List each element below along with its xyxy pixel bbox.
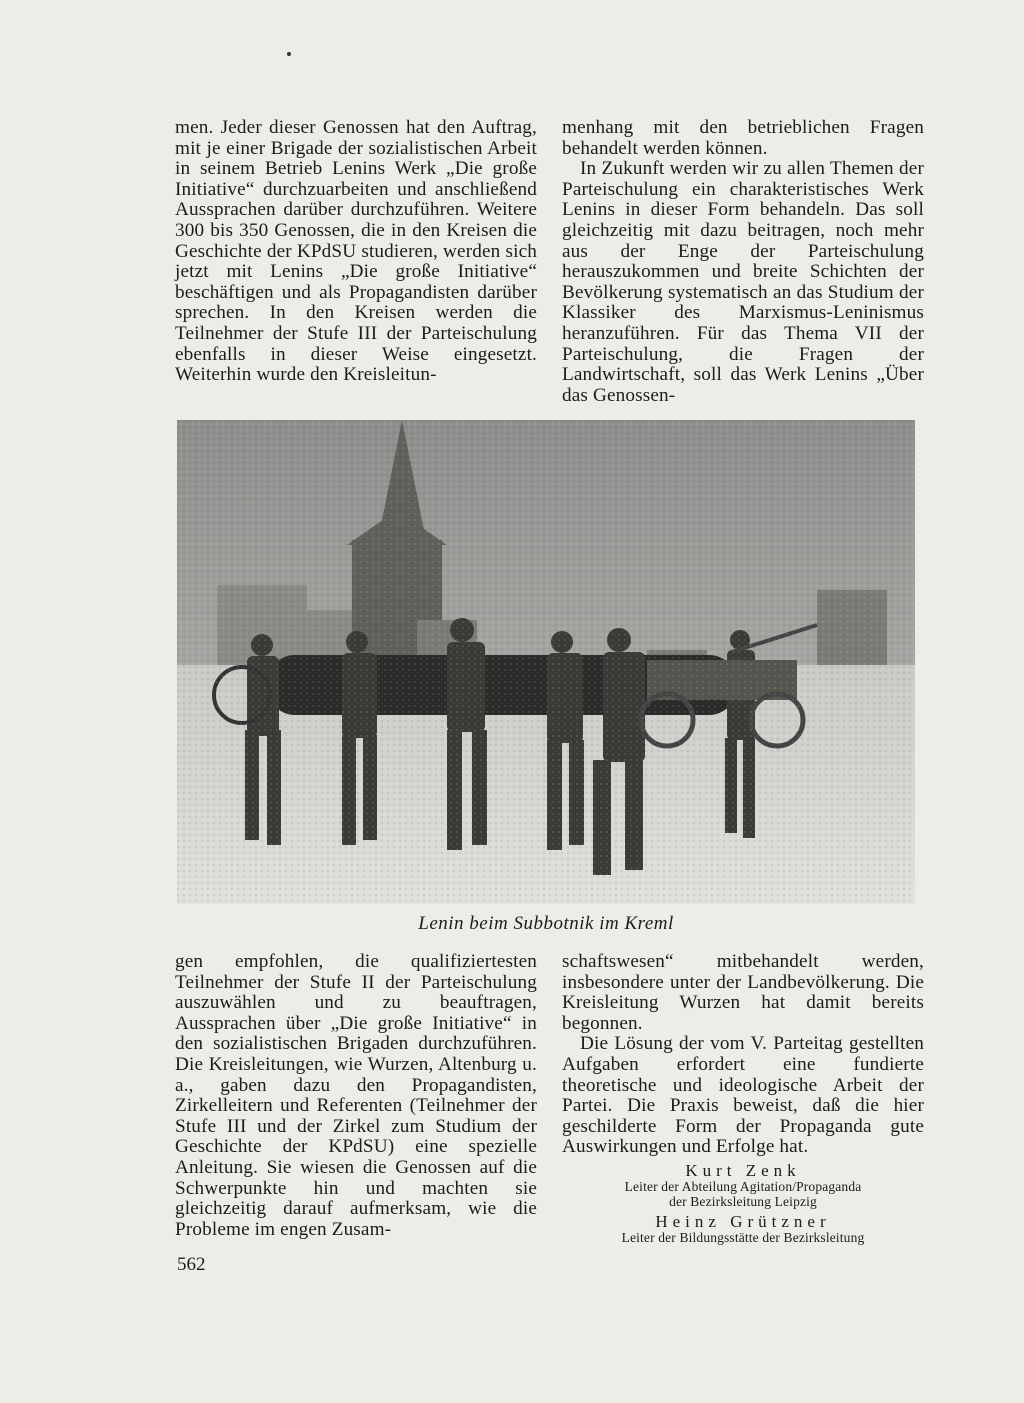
author-role: Leiter der Abteilung Agitation/Propaganda xyxy=(624,1178,862,1194)
paragraph: gen empfohlen, die qualifiziertesten Teilnehmer der Stufe II der Parteischulung auszuwählen und zu beauftragen, Aussprachen über „Die große Initiative“ in den sozialistischen Brigaden durchzuführen. Die Kreisleitungen, wie Wurzen, Altenburg u. a., gaben dazu den Propagandisten, Zirkelleitern und Referenten (Teilnehmer der Stufe III und der Zirkel zum Studium der Geschichte der KPdSU) eine spezielle Anleitung. Sie wiesen die Genossen auf die Schwerpunkte hin und machten sie gleichzeitig darauf aufmerksam, wie die Probleme im engen Zusam- xyxy=(175,951,537,1240)
paragraph: schaftswesen“ mitbehandelt werden, insbesondere unter der Landbevölkerung. Die Kreisleitung Wurzen hat damit bereits begonnen. xyxy=(562,951,924,1034)
author-role: Leiter der Bildungsstätte der Bezirksleitung xyxy=(621,1229,865,1245)
paragraph: In Zukunft werden wir zu allen Themen der Parteischulung ein charakteristisches Werk Lenins in dieser Form behandeln. Das soll gleichzeitig mit dazu beitragen, noch mehr aus der Enge der Parteischulung herauszukommen und breite Schichten der Bevölkerung systematisch an das Studium der Klassiker des Marxismus-Leninismus heranzuführen. Für das Thema VII der Parteischulung, die Fragen der Landwirtschaft, soll das Werk Lenins „Über das Genossen- xyxy=(562,158,924,406)
paragraph: men. Jeder dieser Genossen hat den Auftrag, mit je einer Brigade der sozialistischen Arbeit in seinem Betrieb Lenins Werk „Die große Initiative“ durchzuarbeiten und anschließend Aussprachen darüber durchzuführen. Weitere 300 bis 350 Genossen, die in den Kreisen die Geschichte der KPdSU studieren, werden sich jetzt mit Lenins „Die große Initiative“ beschäftigen und als Propagandisten darüber sprechen. In den Kreisen werden die Teilnehmer der Stufe III der Parteischulung ebenfalls in dieser Weise eingesetzt. Weiterhin wurde den Kreisleitun- xyxy=(175,117,537,386)
author-name: Kurt Zenk xyxy=(685,1160,801,1180)
column-top-right xyxy=(562,118,924,406)
print-speck xyxy=(287,52,291,56)
column-top-left xyxy=(175,118,537,386)
paragraph: menhang mit den betrieblichen Fragen behandelt werden können. xyxy=(562,117,924,159)
signature-block xyxy=(562,1162,924,1245)
column-bottom-right xyxy=(562,952,924,1245)
photo-caption: Lenin beim Subbotnik im Kreml xyxy=(418,913,674,934)
historical-photo xyxy=(177,420,915,904)
column-bottom-left xyxy=(175,952,537,1240)
page-number: 562 xyxy=(177,1254,206,1275)
paragraph: Die Lösung der vom V. Parteitag gestellten Aufgaben erfordert eine fundierte theoretische und ideologische Arbeit der Partei. Die Praxis beweist, daß die hier geschilderte Form der Propaganda gute Auswirkungen und Erfolge hat. xyxy=(562,1033,924,1158)
author-role: der Bezirksleitung Leipzig xyxy=(669,1193,817,1209)
author-name: Heinz Grützner xyxy=(655,1211,831,1231)
